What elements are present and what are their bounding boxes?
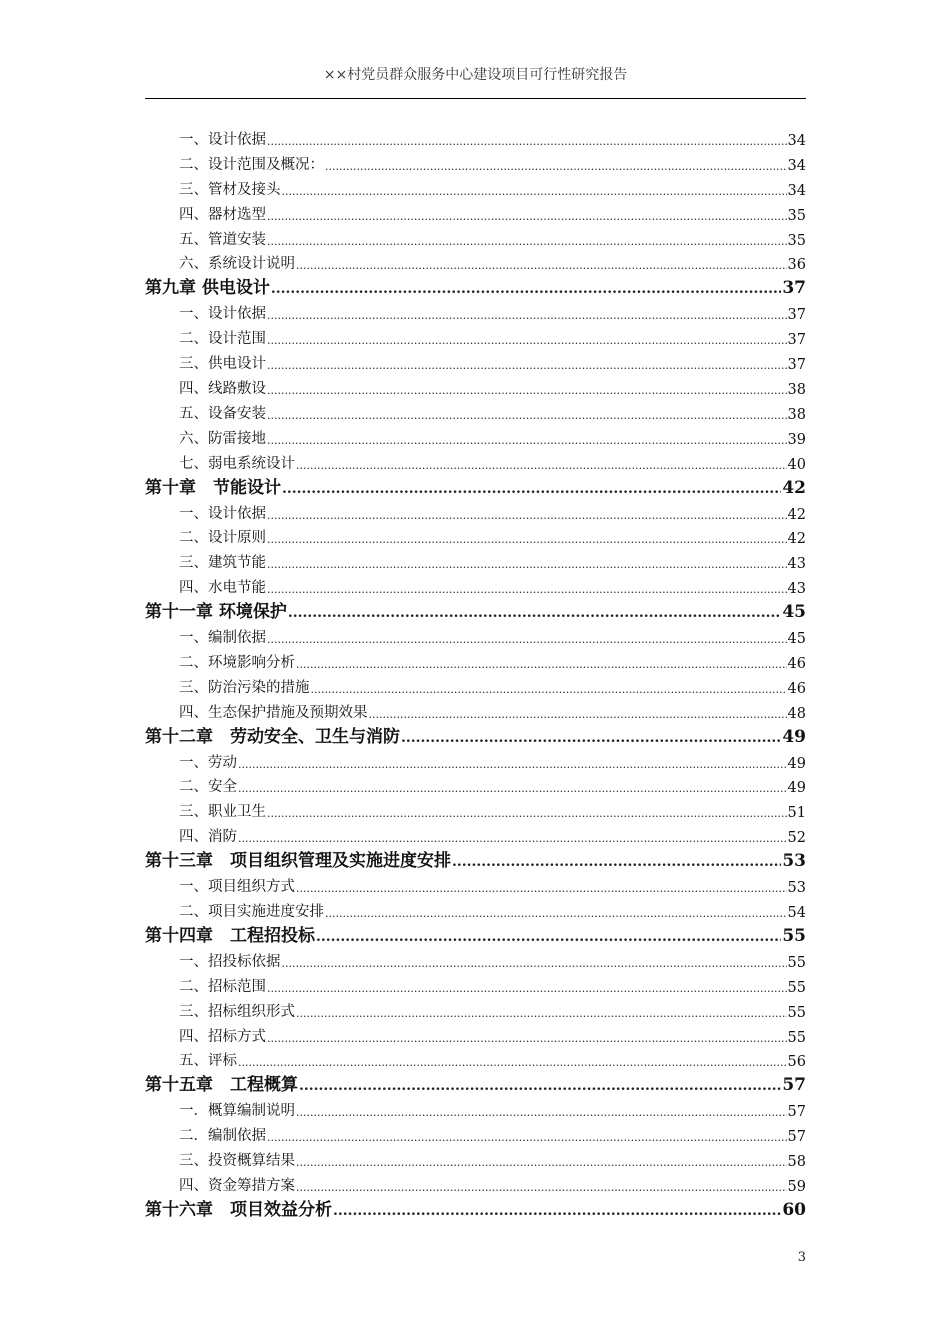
toc-section-entry[interactable] xyxy=(145,448,806,473)
toc-entry-page-number: 36 xyxy=(787,257,806,274)
dot-leader xyxy=(299,1075,781,1095)
toc-entry-label: 三、管材及接头 xyxy=(179,181,281,198)
toc-entry-page-number: 57 xyxy=(787,1104,806,1121)
toc-entry-label: 四、生态保护措施及预期效果 xyxy=(179,704,368,721)
toc-section-entry[interactable] xyxy=(145,523,806,548)
toc-entry-label: 二、设计范围及概况： xyxy=(179,156,324,173)
toc-entry-label: 四、线路敷设 xyxy=(179,380,266,397)
toc-chapter-entry[interactable] xyxy=(145,597,806,622)
dot-leader xyxy=(267,208,787,224)
dot-leader xyxy=(238,830,787,846)
toc-chapter-entry[interactable] xyxy=(145,921,806,946)
toc-section-entry[interactable] xyxy=(145,298,806,323)
dot-leader xyxy=(267,407,787,423)
toc-section-entry[interactable] xyxy=(145,896,806,921)
toc-chapter-entry[interactable] xyxy=(145,722,806,747)
toc-entry-label: 五、设备安装 xyxy=(179,405,266,422)
dot-leader xyxy=(311,681,787,697)
toc-entry-label: 一、设计依据 xyxy=(179,306,266,323)
toc-entry-label: 第十一章 环境保护 xyxy=(145,602,287,623)
toc-entry-page-number: 51 xyxy=(787,805,806,822)
toc-entry-page-number: 49 xyxy=(787,780,806,797)
dot-leader xyxy=(296,1005,787,1021)
dot-leader xyxy=(267,581,787,597)
toc-section-entry[interactable] xyxy=(145,124,806,149)
dot-leader xyxy=(282,183,787,199)
toc-entry-page-number: 46 xyxy=(787,655,806,672)
dot-leader xyxy=(267,556,787,572)
toc-section-entry[interactable] xyxy=(145,647,806,672)
dot-leader xyxy=(238,1054,787,1070)
dot-leader xyxy=(325,905,787,921)
toc-section-entry[interactable] xyxy=(145,547,806,572)
dot-leader xyxy=(238,756,787,772)
toc-entry-label: 一、劳动 xyxy=(179,754,237,771)
toc-section-entry[interactable] xyxy=(145,996,806,1021)
toc-section-entry[interactable] xyxy=(145,373,806,398)
page-number: 3 xyxy=(797,1250,806,1265)
toc-section-entry[interactable] xyxy=(145,1021,806,1046)
toc-entry-label: 一、设计依据 xyxy=(179,131,266,148)
toc-entry-label: 四、器材选型 xyxy=(179,206,266,223)
dot-leader xyxy=(452,851,781,871)
toc-entry-label: 第十三章 项目组织管理及实施进度安排 xyxy=(145,851,451,872)
toc-entry-page-number: 42 xyxy=(787,531,806,548)
toc-entry-label: 第十二章 劳动安全、卫生与消防 xyxy=(145,726,400,747)
dot-leader xyxy=(267,805,787,821)
toc-entry-page-number: 49 xyxy=(787,755,806,772)
dot-leader xyxy=(267,382,787,398)
toc-entry-page-number: 43 xyxy=(787,581,806,598)
toc-section-entry[interactable] xyxy=(145,323,806,348)
dot-leader xyxy=(271,278,781,298)
toc-section-entry[interactable] xyxy=(145,672,806,697)
toc-section-entry[interactable] xyxy=(145,348,806,373)
dot-leader xyxy=(267,1030,787,1046)
toc-chapter-entry[interactable] xyxy=(145,273,806,298)
toc-entry-label: 二、设计原则 xyxy=(179,530,266,547)
toc-entry-page-number: 55 xyxy=(787,1004,806,1021)
toc-entry-page-number: 37 xyxy=(782,278,806,299)
dot-leader xyxy=(333,1200,781,1220)
toc-section-entry[interactable] xyxy=(145,821,806,846)
toc-section-entry[interactable] xyxy=(145,946,806,971)
toc-entry-label: 第十五章 工程概算 xyxy=(145,1075,298,1096)
toc-section-entry[interactable] xyxy=(145,747,806,772)
dot-leader xyxy=(267,357,787,373)
toc-entry-label: 二、设计范围 xyxy=(179,331,266,348)
toc-section-entry[interactable] xyxy=(145,423,806,448)
toc-entry-label: 二、安全 xyxy=(179,779,237,796)
dot-leader xyxy=(401,727,781,747)
toc-entry-page-number: 42 xyxy=(782,477,806,498)
dot-leader xyxy=(267,233,787,249)
dot-leader xyxy=(288,602,781,622)
toc-entry-page-number: 42 xyxy=(787,506,806,523)
dot-leader xyxy=(296,1179,787,1195)
dot-leader xyxy=(282,478,781,498)
dot-leader xyxy=(267,332,787,348)
toc-section-entry[interactable] xyxy=(145,772,806,797)
toc-entry-label: 三、职业卫生 xyxy=(179,804,266,821)
toc-entry-page-number: 34 xyxy=(787,157,806,174)
toc-section-entry[interactable] xyxy=(145,1046,806,1071)
toc-entry-label: 三、防治污染的措施 xyxy=(179,679,310,696)
toc-entry-page-number: 52 xyxy=(787,830,806,847)
dot-leader xyxy=(267,507,787,523)
toc-entry-page-number: 55 xyxy=(787,1029,806,1046)
dot-leader xyxy=(296,880,787,896)
toc-entry-page-number: 56 xyxy=(787,1054,806,1071)
toc-entry-page-number: 37 xyxy=(787,307,806,324)
toc-entry-label: 一、项目组织方式 xyxy=(179,879,295,896)
toc-section-entry[interactable] xyxy=(145,174,806,199)
toc-chapter-entry[interactable] xyxy=(145,1070,806,1095)
dot-leader xyxy=(267,631,787,647)
toc-section-entry[interactable] xyxy=(145,498,806,523)
toc-entry-label: 二、招标范围 xyxy=(179,978,266,995)
toc-entry-page-number: 57 xyxy=(782,1075,806,1096)
toc-entry-label: 二、项目实施进度安排 xyxy=(179,904,324,920)
toc-section-entry[interactable] xyxy=(145,871,806,896)
dot-leader xyxy=(267,133,787,149)
toc-section-entry[interactable] xyxy=(145,398,806,423)
toc-entry-page-number: 54 xyxy=(787,905,806,921)
toc-entry-page-number: 59 xyxy=(787,1178,806,1195)
toc-section-entry[interactable] xyxy=(145,1145,806,1170)
dot-leader xyxy=(267,1129,787,1145)
table-of-contents xyxy=(145,124,806,1220)
toc-entry-page-number: 37 xyxy=(787,332,806,349)
toc-entry-page-number: 43 xyxy=(787,556,806,573)
toc-entry-label: 一、招投标依据 xyxy=(179,953,281,970)
dot-leader xyxy=(238,780,787,796)
dot-leader xyxy=(267,307,787,323)
toc-entry-page-number: 53 xyxy=(787,880,806,897)
toc-entry-label: 三、投资概算结果 xyxy=(179,1153,295,1170)
toc-entry-page-number: 49 xyxy=(782,726,806,747)
toc-section-entry[interactable] xyxy=(145,971,806,996)
toc-entry-page-number: 55 xyxy=(782,925,806,946)
dot-leader xyxy=(296,257,787,273)
dot-leader xyxy=(267,531,787,547)
running-header: ××村党员群众服务中心建设项目可行性研究报告 xyxy=(323,67,628,83)
toc-entry-label: 四、资金筹措方案 xyxy=(179,1177,295,1194)
toc-entry-page-number: 45 xyxy=(787,631,806,648)
toc-entry-page-number: 35 xyxy=(787,232,806,249)
toc-entry-label: 一、设计依据 xyxy=(179,505,266,522)
toc-entry-page-number: 34 xyxy=(787,182,806,199)
toc-entry-page-number: 46 xyxy=(787,680,806,697)
toc-entry-label: 一、编制依据 xyxy=(179,630,266,647)
toc-section-entry[interactable] xyxy=(145,697,806,722)
toc-entry-label: 一．概算编制说明 xyxy=(179,1103,295,1120)
toc-entry-page-number: 55 xyxy=(787,979,806,996)
dot-leader xyxy=(282,955,787,971)
toc-entry-label: 六、系统设计说明 xyxy=(179,256,295,273)
toc-entry-label: 五、管道安装 xyxy=(179,231,266,248)
toc-section-entry[interactable] xyxy=(145,249,806,274)
toc-entry-label: 第十四章 工程招投标 xyxy=(145,925,315,946)
toc-section-entry[interactable] xyxy=(145,149,806,174)
toc-entry-label: 第十章 节能设计 xyxy=(145,477,281,498)
toc-section-entry[interactable] xyxy=(145,572,806,597)
dot-leader xyxy=(369,706,787,722)
dot-leader xyxy=(316,926,781,946)
dot-leader xyxy=(325,158,787,174)
toc-section-entry[interactable] xyxy=(145,1120,806,1145)
toc-section-entry[interactable] xyxy=(145,622,806,647)
toc-entry-label: 五、评标 xyxy=(179,1053,237,1070)
toc-entry-page-number: 48 xyxy=(787,705,806,722)
toc-entry-page-number: 60 xyxy=(782,1199,806,1220)
toc-entry-page-number: 37 xyxy=(787,357,806,374)
toc-entry-page-number: 45 xyxy=(782,602,806,623)
toc-entry-page-number: 57 xyxy=(787,1129,806,1146)
toc-entry-label: 六、防雷接地 xyxy=(179,430,266,447)
toc-chapter-entry[interactable] xyxy=(145,846,806,871)
toc-section-entry[interactable] xyxy=(145,224,806,249)
toc-section-entry[interactable] xyxy=(145,1095,806,1120)
toc-entry-page-number: 58 xyxy=(787,1154,806,1171)
toc-chapter-entry[interactable] xyxy=(145,473,806,498)
toc-entry-label: 四、招标方式 xyxy=(179,1028,266,1045)
toc-entry-label: 三、供电设计 xyxy=(179,356,266,373)
toc-entry-label: 第十六章 项目效益分析 xyxy=(145,1199,332,1220)
toc-entry-label: 二、环境影响分析 xyxy=(179,654,295,671)
toc-entry-page-number: 55 xyxy=(787,954,806,971)
toc-section-entry[interactable] xyxy=(145,199,806,224)
toc-entry-page-number: 38 xyxy=(787,406,806,423)
toc-entry-page-number: 34 xyxy=(787,132,806,149)
dot-leader xyxy=(296,656,787,672)
toc-entry-page-number: 35 xyxy=(787,207,806,224)
toc-section-entry[interactable] xyxy=(145,1170,806,1195)
toc-entry-label: 三、招标组织形式 xyxy=(179,1003,295,1020)
toc-entry-page-number: 38 xyxy=(787,381,806,398)
dot-leader xyxy=(267,980,787,996)
toc-entry-label: 四、水电节能 xyxy=(179,580,266,597)
dot-leader xyxy=(267,432,787,448)
toc-chapter-entry[interactable] xyxy=(145,1195,806,1220)
toc-entry-label: 四、消防 xyxy=(179,829,237,846)
toc-entry-page-number: 39 xyxy=(787,431,806,448)
toc-entry-label: 二．编制依据 xyxy=(179,1128,266,1145)
toc-entry-label: 第九章 供电设计 xyxy=(145,278,270,299)
header-rule xyxy=(145,98,806,99)
dot-leader xyxy=(296,1154,787,1170)
toc-entry-page-number: 53 xyxy=(782,851,806,872)
dot-leader xyxy=(296,457,787,473)
toc-entry-label: 三、建筑节能 xyxy=(179,555,266,572)
toc-entry-label: 七、弱电系统设计 xyxy=(179,455,295,472)
toc-entry-page-number: 40 xyxy=(787,456,806,473)
dot-leader xyxy=(296,1104,787,1120)
toc-section-entry[interactable] xyxy=(145,796,806,821)
